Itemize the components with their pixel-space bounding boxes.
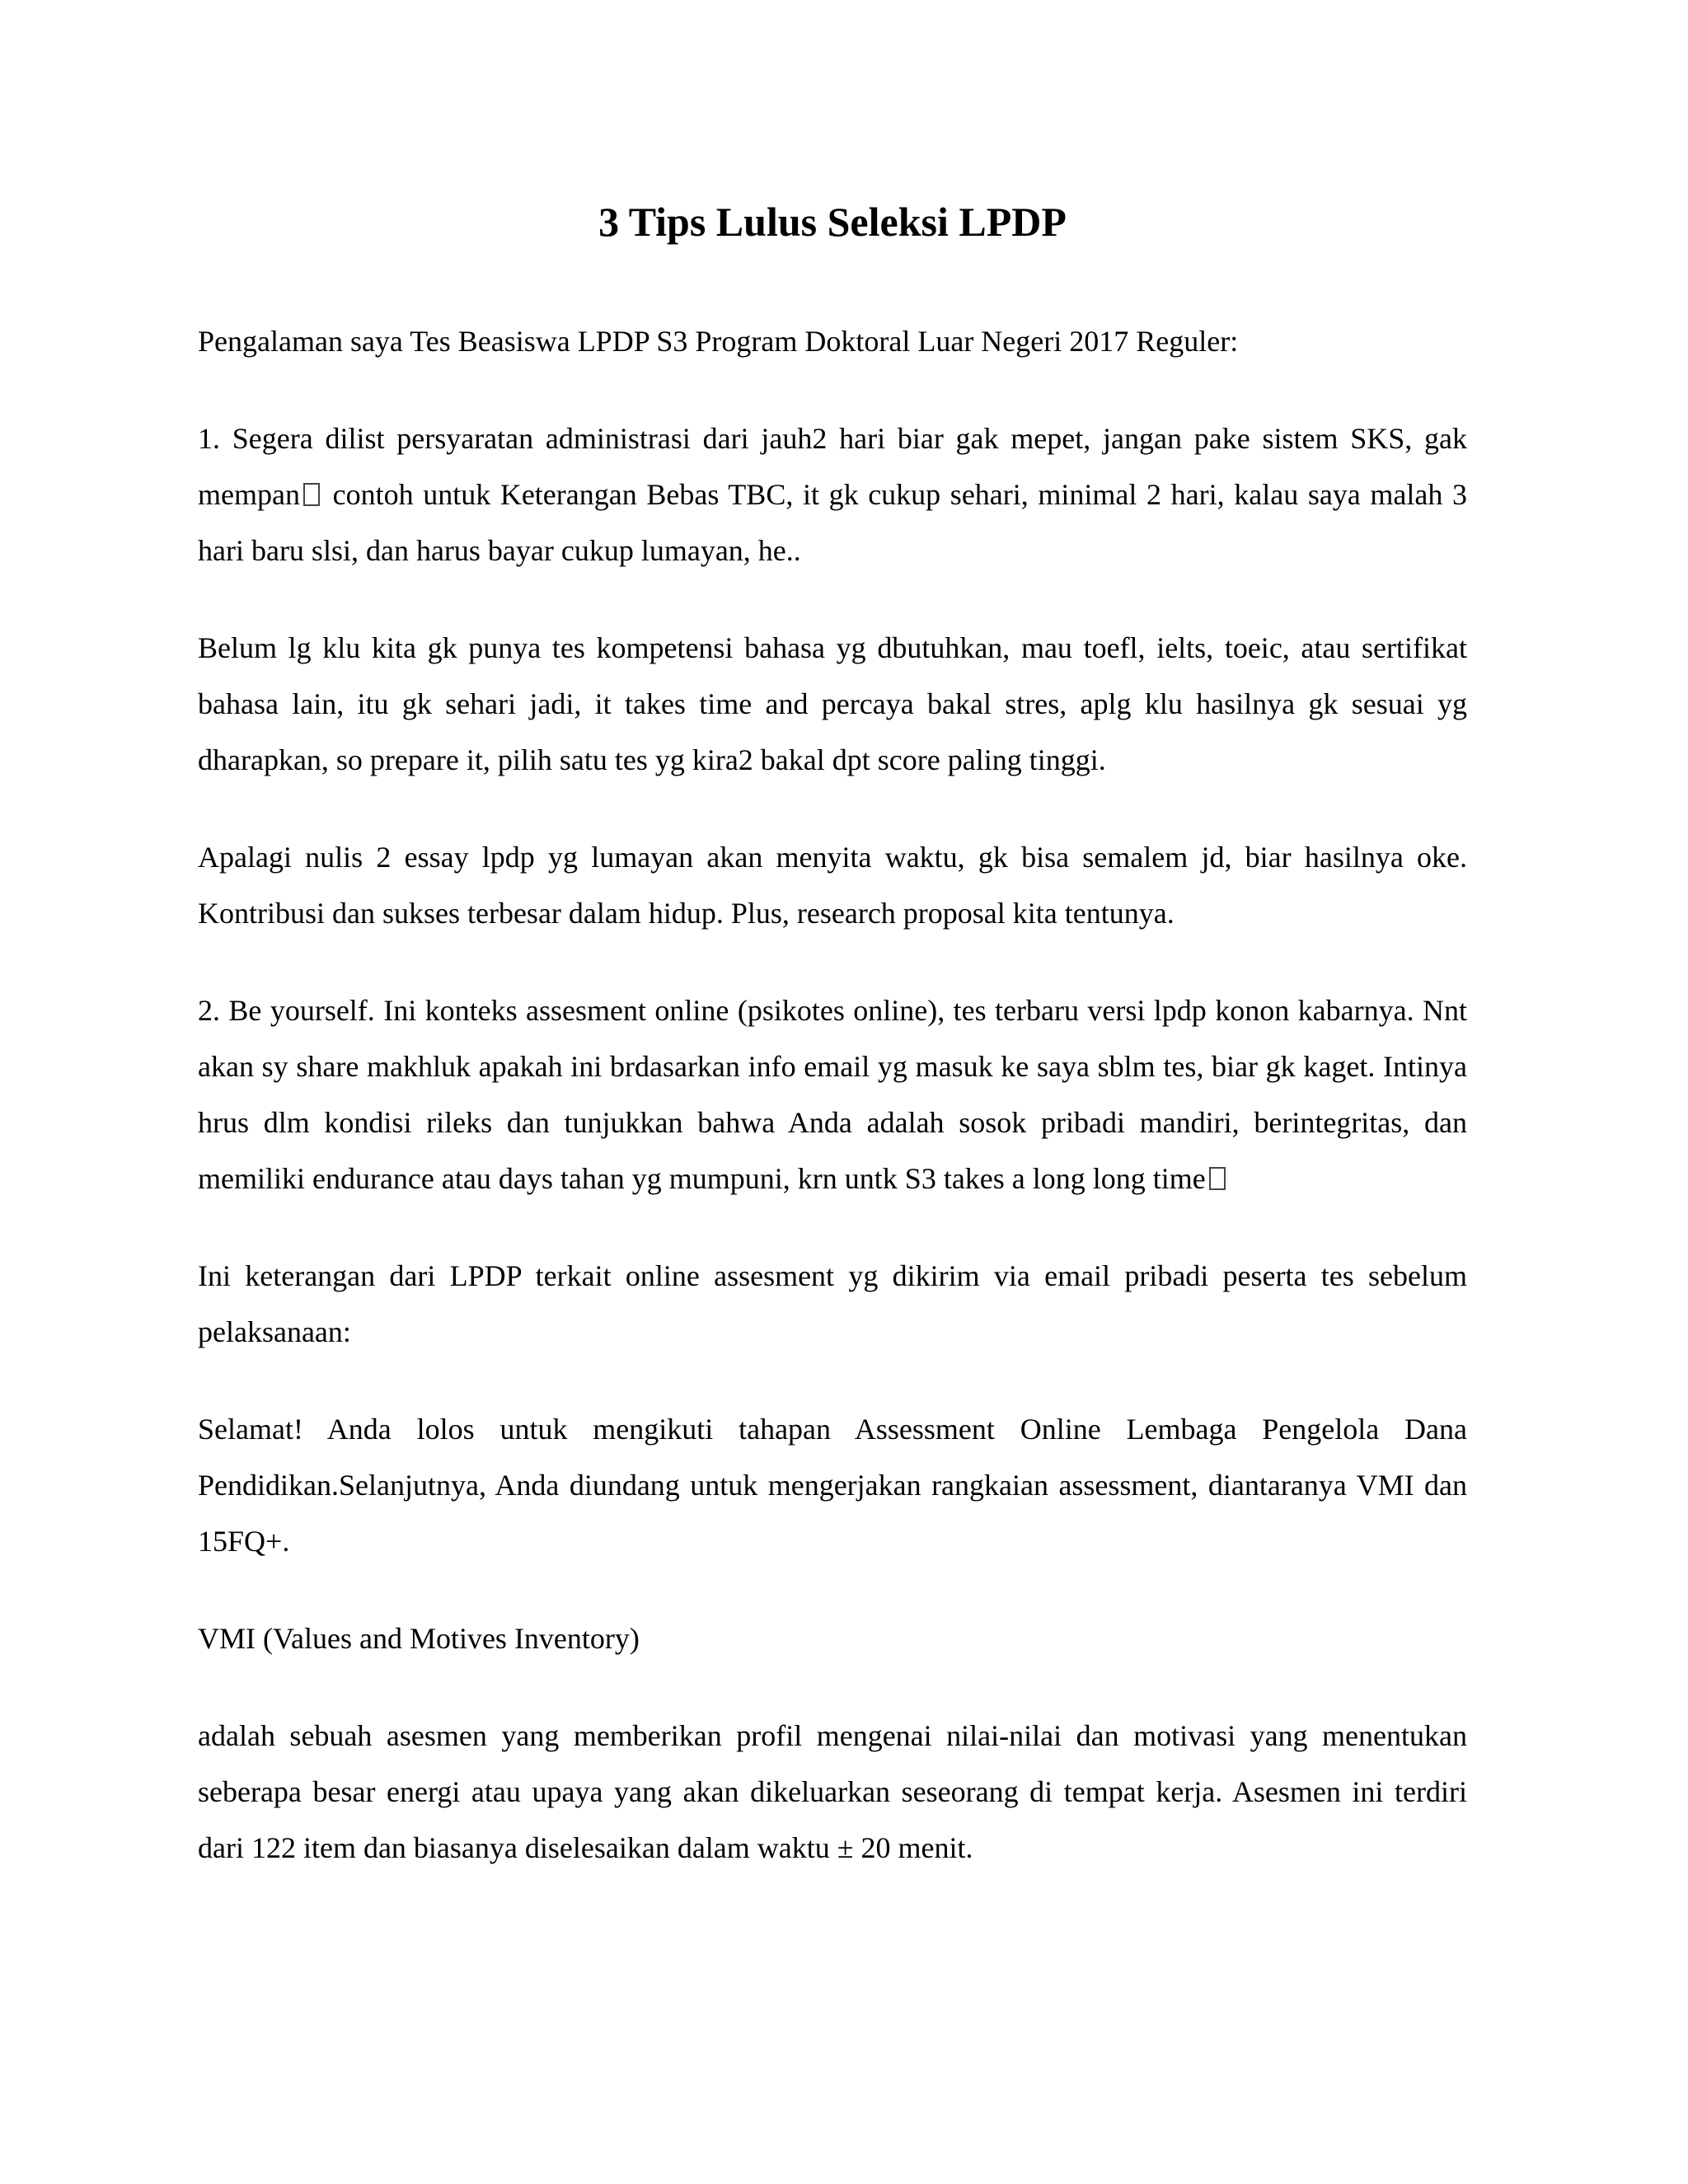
document-title: 3 Tips Lulus Seleksi LPDP xyxy=(598,199,1067,245)
intro-paragraph: Pengalaman saya Tes Beasiswa LPDP S3 Program Doktoral Luar Negeri 2017 Reguler: xyxy=(198,325,1239,358)
tip-1-paragraph xyxy=(198,410,1467,579)
tip-1-text-a: 1. Segera dilist persyaratan administrasi dari jauh2 hari biar gak mepet, jangan pake sistem SKS, gak mempan xyxy=(198,422,1467,511)
tip-1-text-b: contoh untuk Keterangan Bebas TBC, it gk cukup sehari, minimal 2 hari, kalau saya malah 3 hari baru slsi, dan harus bayar cukup lumayan, he.. xyxy=(198,478,1467,567)
vmi-description-paragraph: adalah sebuah asesmen yang memberikan profil mengenai nilai-nilai dan motivasi yang menentukan seberapa besar energi atau upaya yang akan dikeluarkan seseorang di tempat kerja. Asesmen ini terdiri dari 122 item dan biasanya diselesaikan dalam waktu ± 20 menit. xyxy=(198,1719,1467,1864)
language-test-paragraph: Belum lg klu kita gk punya tes kompetensi bahasa yg dbutuhkan, mau toefl, ielts, toeic, atau sertifikat bahasa lain, itu gk sehari jadi, it takes time and percaya bakal stres, aplg klu hasilnya gk sesuai yg dharapkan, so prepare it, pilih satu tes yg kira2 bakal dpt score paling tinggi. xyxy=(198,631,1467,776)
tip-2-paragraph xyxy=(198,982,1467,1207)
lpdp-info-paragraph: Ini keterangan dari LPDP terkait online assesment yg dikirim via email pribadi peserta tes sebelum pelaksanaan: xyxy=(198,1259,1467,1348)
email-quote-paragraph: Selamat! Anda lolos untuk mengikuti tahapan Assessment Online Lembaga Pengelola Dana Pendidikan.Selanjutnya, Anda diundang untuk mengerjakan rangkaian assessment, diantaranya VMI dan 15FQ+. xyxy=(198,1413,1467,1558)
missing-glyph-icon xyxy=(1209,1167,1226,1190)
missing-glyph-icon xyxy=(303,483,320,506)
vmi-heading: VMI (Values and Motives Inventory) xyxy=(198,1622,640,1655)
document-body xyxy=(198,193,1467,1917)
tip-2-text: 2. Be yourself. Ini konteks assesment online (psikotes online), tes terbaru versi lpdp konon kabarnya. Nnt akan sy share makhluk apakah ini brdasarkan info email yg masuk ke saya sblm tes, biar gk kaget. Intinya hrus dlm kondisi rileks dan tunjukkan bahwa Anda adalah sosok pribadi mandiri, berintegritas, dan memiliki endurance atau days tahan yg mumpuni, krn untk S3 takes a long long time xyxy=(198,994,1467,1195)
essay-paragraph: Apalagi nulis 2 essay lpdp yg lumayan akan menyita waktu, gk bisa semalem jd, biar hasilnya oke. Kontribusi dan sukses terbesar dalam hidup. Plus, research proposal kita tentunya. xyxy=(198,841,1467,930)
